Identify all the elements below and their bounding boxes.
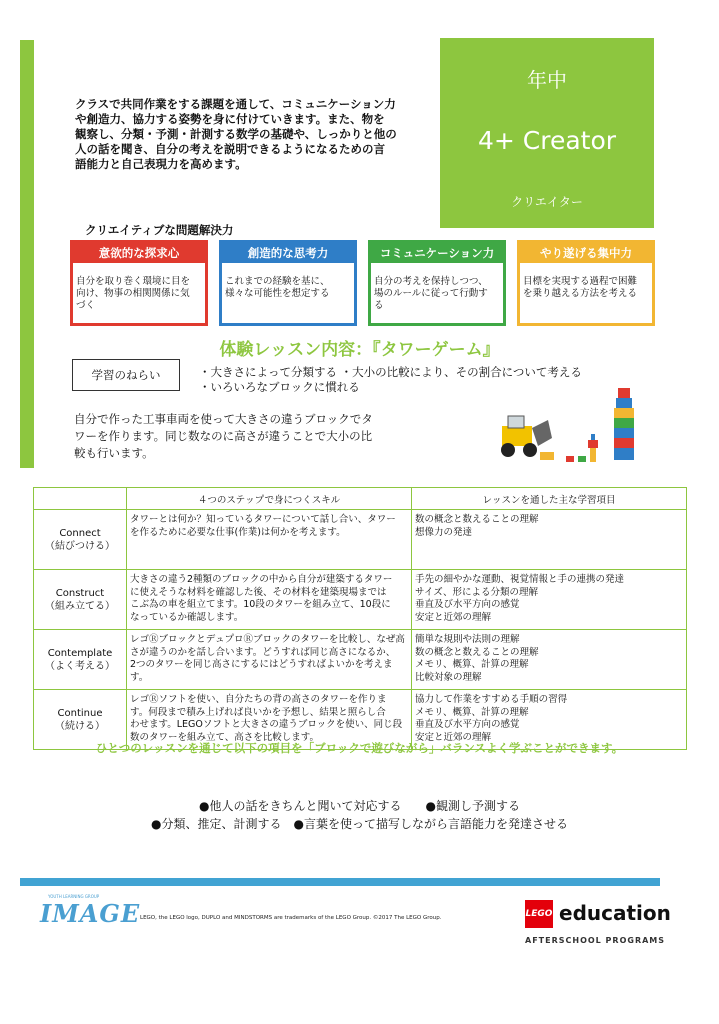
table-header-row: [34, 488, 687, 510]
skill-card-communication: [368, 240, 506, 326]
skill-cell: [127, 630, 412, 690]
skill-card-body: [73, 263, 205, 312]
skill-card-line: る: [374, 300, 384, 311]
skill-card-title: コミュニケーション力: [371, 243, 503, 263]
skills-heading: クリエイティブな問題解決力: [85, 223, 234, 237]
skill-cell: [127, 510, 412, 570]
lego-logo: LEGO: [525, 900, 553, 928]
cell-line: 手先の細やかな運動、視覚情報と手の連携の発達: [415, 574, 625, 585]
intro-line: クラスで共同作業をする課題を通して、コミュニケーション力: [75, 97, 396, 111]
cell-line: わせます。LEGOソフトと大きさの違うブロックを使い、同じ段: [130, 719, 403, 730]
skill-cell: [127, 570, 412, 630]
description-line: ワーを作ります。同じ数なのに高さが違うことで大小の比: [74, 429, 373, 443]
items-cell: [412, 630, 687, 690]
step-name: Contemplate: [47, 647, 113, 659]
intro-line: 語能力と自己表現力を高めます。: [75, 157, 247, 171]
cell-line: タワーとは何か？知っているタワーについて話し合い、タワー: [130, 514, 396, 525]
table-header: レッスンを通した主な学習項目: [412, 488, 687, 510]
skill-card-line: 目標を実現する過程で困難: [523, 276, 638, 287]
cell-line: す。: [130, 671, 149, 683]
intro-line: や創造力、協力する姿勢を身に付けていきます。また、物を: [75, 112, 385, 126]
cell-line: 数の概念と数えることの理解: [415, 646, 539, 658]
intro-line: 人の話を聞き、自分の考えを説明できるようになるための言: [75, 142, 386, 156]
skill-card-body: [371, 263, 503, 312]
skill-card-creative-thinking: [219, 240, 357, 326]
skill-card-line: 様々な可能性を想定する: [225, 288, 330, 299]
skill-card-line: づく: [76, 300, 96, 311]
cell-line: なっているか確認します。: [130, 611, 244, 623]
steps-table: [33, 487, 687, 750]
skill-card-line: これまでの経験を基に、: [225, 276, 330, 287]
skill-card-title: 創造的な思考力: [222, 243, 354, 263]
learning-point-line: ●他人の話をきちんと聞いて対応する ●観測し予測する: [199, 799, 520, 813]
aim-label: 学習のねらい: [72, 359, 180, 391]
trademark-notice: LEGO, the LEGO logo, DUPLO and MINDSTORMS are trademarks of the LEGO Group. ©2017 The LEGO Group.: [140, 915, 442, 921]
step-name: Connect: [59, 527, 101, 539]
table-header: ４つのステップで身につくスキル: [127, 488, 412, 510]
cell-line: に使えそうな材料を確認した後、その材料を建築現場までは: [130, 586, 387, 598]
step-name: Continue: [57, 707, 103, 719]
step-cell: [34, 570, 127, 630]
cell-line: レゴⓇブロックとデュプロⓇブロックのタワーを比較し、なぜ高: [130, 634, 405, 645]
cell-line: レゴⓇソフトを使い、自分たちの背の高さのタワーを作りま: [130, 694, 387, 705]
grade-label: 年中: [527, 68, 567, 92]
cell-line: メモリ、概算、計算の理解: [415, 706, 529, 718]
items-cell: [412, 510, 687, 570]
cell-line: 数のタワーを組み立て、高さを比較します。: [130, 731, 320, 743]
construction-vehicle-illustration: [501, 416, 554, 460]
cell-line: 垂直及び水平方向の感覚: [415, 599, 520, 610]
skill-card-line: 向け、物事の相関関係に気: [76, 288, 190, 299]
left-accent-bar: [20, 40, 34, 468]
learning-points: [0, 797, 719, 833]
cell-line: メモリ、概算、計算の理解: [415, 659, 529, 670]
skill-card-curiosity: [70, 240, 208, 326]
duplo-tower-illustration: [614, 388, 634, 460]
cell-line: 協力して作業をすすめる手順の習得: [415, 694, 568, 705]
intro-text: [75, 97, 425, 172]
cell-line: 簡単な規則や法則の理解: [415, 634, 520, 645]
lesson-description: [74, 411, 404, 462]
skill-card-title: やり遂げる集中力: [520, 243, 652, 263]
cell-line: 2つのタワーを同じ高さにするにはどうすればよいかを考えま: [130, 659, 393, 670]
course-title-box: [440, 38, 654, 228]
description-line: 較も行います。: [74, 446, 154, 460]
cell-line: 大きさの違う2種類のブロックの中から自分が建築するタワー: [130, 574, 393, 585]
cell-line: 比較対象の理解: [415, 671, 482, 683]
cell-line: 想像力の発達: [415, 526, 473, 538]
step-cell: [34, 510, 127, 570]
cell-line: す。何段まで積み上げれば良いかを予想し、結果と照らし合: [130, 706, 386, 718]
cell-line: さが違うのかを話し合います。どうすれば同じ高さになるか、: [130, 646, 396, 658]
skill-card-title: 意欲的な探求心: [73, 243, 205, 263]
small-blocks-illustration: [566, 434, 598, 462]
aim-item: ・いろいろなブロックに慣れる: [199, 380, 360, 394]
image-logo-tagline: YOUTH LEARNING GROUP: [48, 894, 100, 899]
cell-line: 数の概念と数えることの理解: [415, 514, 539, 525]
course-name: 4+ Creator: [477, 126, 617, 155]
image-logo: IMAGE: [40, 899, 141, 928]
skill-card-line: 場のルールに従って行動す: [374, 288, 488, 299]
skill-card-line: 自分を取り巻く環境に目を: [76, 276, 191, 287]
table-row: [34, 570, 687, 630]
aim-item: ・大きさによって分類する ・大小の比較により、その割合について考える: [199, 365, 582, 379]
course-kana: クリエイター: [511, 195, 583, 209]
table-row: [34, 630, 687, 690]
skill-card-focus: [517, 240, 655, 326]
intro-line: 観察し、分類・予測・計測する数学の基礎や、しっかりと他の: [75, 127, 397, 141]
skill-card-line: 自分の考えを保持しつつ、: [374, 276, 488, 287]
step-name-ja: （続ける）: [55, 720, 105, 732]
description-line: 自分で作った工事車両を使って大きさの違うブロックでタ: [74, 412, 373, 426]
step-name-ja: （よく考える）: [45, 660, 115, 672]
summary-text: ひとつのレッスンを通じて以下の項目を「ブロックで遊びながら」バランスよく学ぶことができます。: [95, 741, 624, 755]
step-name-ja: （結びつける）: [45, 540, 115, 552]
afterschool-programs-label: AFTERSCHOOL PROGRAMS: [525, 936, 666, 945]
step-cell: [34, 630, 127, 690]
table-row: [34, 510, 687, 570]
cell-line: を作るために必要な仕事(作業)は何かを考えます。: [130, 526, 346, 538]
table-header: [34, 488, 127, 510]
skill-card-line: を乗り越える方法を考える: [523, 288, 638, 299]
cell-line: サイズ、形による分類の理解: [415, 586, 539, 598]
footer-divider-bar: [20, 878, 660, 886]
cell-line: 安定と近郊の理解: [415, 731, 492, 743]
cell-line: 垂直及び水平方向の感覚: [415, 719, 520, 730]
step-name: Construct: [55, 587, 105, 599]
skill-card-body: [520, 263, 652, 300]
skill-card-body: [222, 263, 354, 300]
items-cell: [412, 570, 687, 630]
lego-toys-illustration: [490, 378, 670, 478]
education-wordmark: education: [559, 901, 671, 925]
learning-point-line: ●分類、推定、計測する ●言葉を使って描写しながら言語能力を発達させる: [151, 817, 568, 831]
step-name-ja: （組み立てる）: [45, 600, 115, 612]
cell-line: 安定と近郊の理解: [415, 611, 492, 623]
cell-line: こぶ為の車を組立てます。10段のタワーを組み立て、10段に: [130, 599, 391, 610]
lesson-title: 体験レッスン内容：『タワーゲーム』: [219, 340, 500, 360]
